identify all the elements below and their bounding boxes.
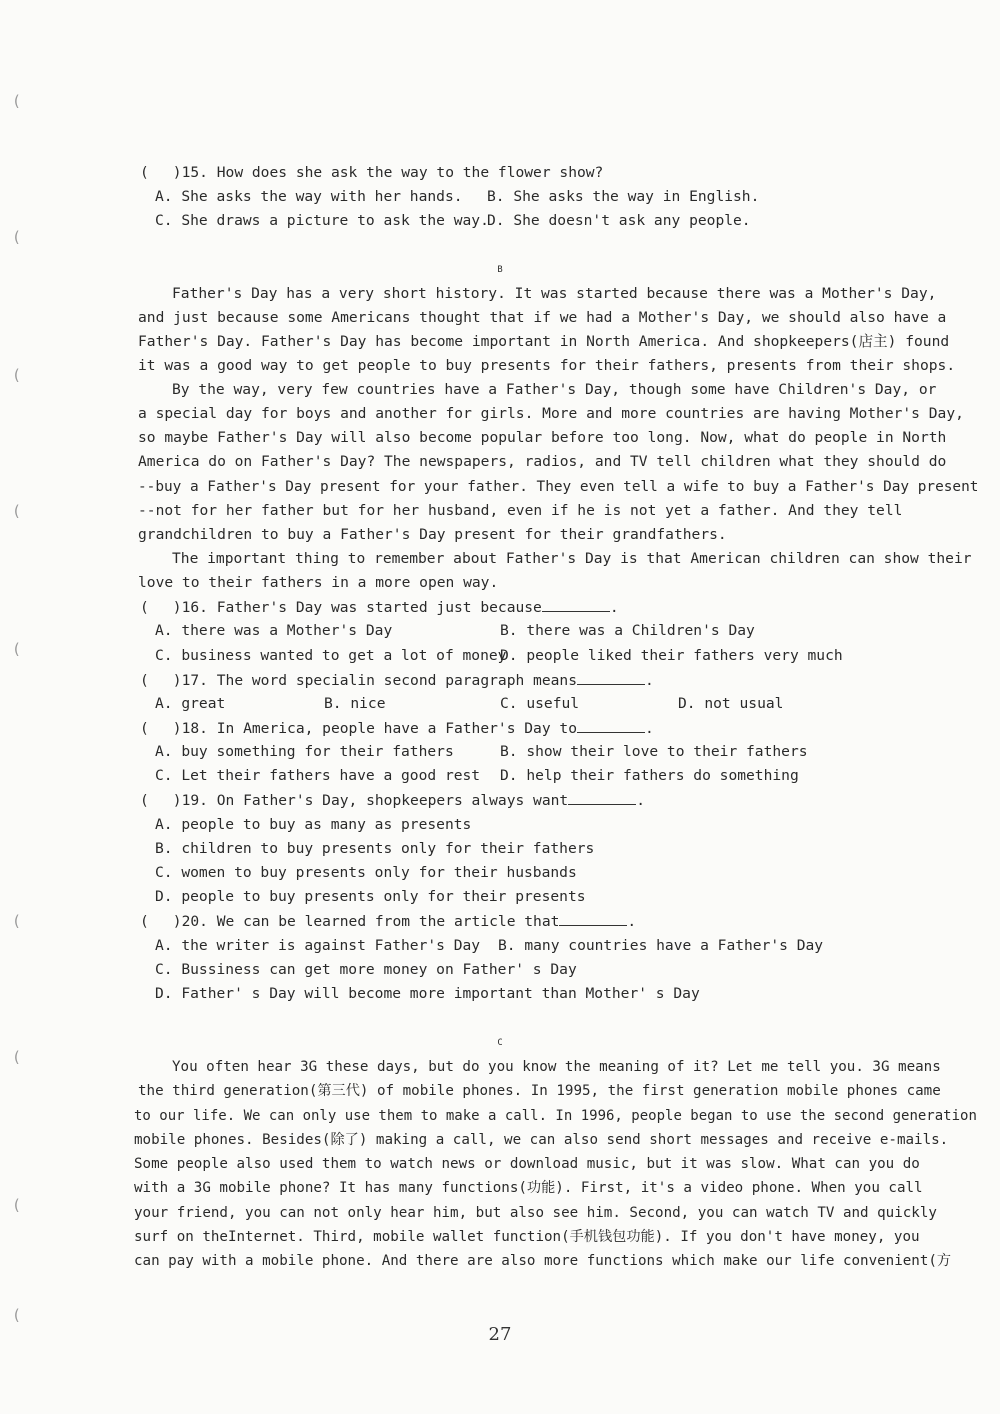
passage-b-line: it was a good way to get people to buy presents for their fathers, presents from their shops.: [138, 357, 956, 374]
question-17: ( )17. The word specialin second paragraph means .: [140, 672, 654, 689]
passage-c-line: can pay with a mobile phone. And there are also more functions which make our life convenient(方: [134, 1253, 952, 1269]
option-20-c: C. Bussiness can get more money on Father' s Day: [155, 961, 577, 978]
binding-mark: (: [12, 228, 22, 246]
passage-c-line: to our life. We can only use them to make a call. In 1996, people began to use the second generation: [134, 1108, 977, 1124]
passage-b-line: By the way, very few countries have a Father's Day, though some have Children's Day, or: [172, 381, 937, 398]
passage-b-line: --buy a Father's Day present for your father. They even tell a wife to buy a Father's Day present: [138, 479, 979, 495]
passage-c-line: Some people also used them to watch news or download music, but it was slow. What can you do: [134, 1156, 920, 1172]
passage-b-line: --not for her father but for her husband, even if he is not yet a father. And they tell: [138, 502, 903, 519]
passage-c-line: surf on theInternet. Third, mobile wallet function(手机钱包功能). If you don't have money, you: [134, 1229, 920, 1245]
answer-blank[interactable]: [542, 597, 610, 612]
passage-c-line: with a 3G mobile phone? It has many functions(功能). First, it's a video phone. When you call: [134, 1180, 923, 1196]
question-19: ( )19. On Father's Day, shopkeepers always want .: [140, 792, 645, 809]
option-15-c: C. She draws a picture to ask the way.: [155, 212, 489, 229]
passage-b-line: and just because some Americans thought that if we had a Mother's Day, we should also have a: [138, 309, 947, 326]
question-18: ( )18. In America, people have a Father's Day to .: [140, 720, 654, 737]
binding-mark: (: [12, 366, 22, 384]
option-20-d: D. Father' s Day will become more important than Mother' s Day: [155, 985, 700, 1002]
answer-paren[interactable]: (: [140, 792, 149, 809]
option-17-c: C. useful: [500, 695, 580, 712]
question-15: ( )15. How does she ask the way to the flower show?: [140, 164, 604, 181]
option-18-a: A. buy something for their fathers: [155, 743, 454, 760]
passage-c-line: the third generation(第三代) of mobile phones. In 1995, the first generation mobile phones came: [138, 1083, 941, 1099]
passage-b-line: grandchildren to buy a Father's Day present for their grandfathers.: [138, 526, 727, 543]
passage-c-line: You often hear 3G these days, but do you know the meaning of it? Let me tell you. 3G means: [172, 1059, 941, 1075]
option-18-b: B. show their love to their fathers: [500, 743, 808, 760]
passage-c-line: your friend, you can not only hear him, but also see him. Second, you can watch TV and quickly: [134, 1205, 937, 1221]
answer-blank[interactable]: [577, 670, 645, 685]
question-20: ( )20. We can be learned from the article that .: [140, 913, 637, 930]
option-18-c: C. Let their fathers have a good rest: [155, 767, 481, 784]
passage-b-line: The important thing to remember about Father's Day is that American children can show their: [172, 550, 972, 567]
option-16-a: A. there was a Mother's Day: [155, 622, 393, 639]
option-19-a: A. people to buy as many as presents: [155, 816, 472, 833]
option-19-d: D. people to buy presents only for their presents: [155, 888, 586, 905]
option-17-a: A. great: [155, 695, 226, 712]
answer-paren[interactable]: (: [140, 913, 149, 930]
option-18-d: D. help their fathers do something: [500, 767, 799, 784]
passage-b-line: so maybe Father's Day will also become popular before too long. Now, what do people in North: [138, 429, 947, 446]
option-20-b: B. many countries have a Father's Day: [498, 937, 824, 954]
option-15-a: A. She asks the way with her hands.: [155, 188, 463, 205]
binding-mark: (: [12, 1306, 22, 1324]
binding-mark: (: [12, 1196, 22, 1214]
passage-b-line: love to their fathers in a more open way.: [138, 574, 499, 591]
binding-mark: (: [12, 92, 22, 110]
section-c-heading: C: [497, 1038, 503, 1048]
passage-b-line: Father's Day has a very short history. It was started because there was a Mother's Day,: [172, 285, 937, 302]
answer-paren[interactable]: (: [140, 672, 149, 689]
question-16: ( )16. Father's Day was started just because .: [140, 599, 619, 616]
section-b-heading: B: [497, 265, 503, 275]
option-15-d: D. She doesn't ask any people.: [487, 212, 751, 229]
option-17-b: B. nice: [324, 695, 386, 712]
option-20-a: A. the writer is against Father's Day: [155, 937, 481, 954]
option-19-b: B. children to buy presents only for their fathers: [155, 840, 595, 857]
option-17-d: D. not usual: [678, 695, 784, 712]
answer-blank[interactable]: [577, 718, 645, 733]
binding-mark: (: [12, 502, 22, 520]
passage-b-line: a special day for boys and another for girls. More and more countries are having Mother's Day,: [138, 405, 964, 422]
answer-paren[interactable]: (: [140, 599, 149, 616]
binding-mark: (: [12, 1048, 22, 1066]
passage-c-line: mobile phones. Besides(除了) making a call, we can also send short messages and receive e-mails.: [134, 1132, 949, 1148]
option-15-b: B. She asks the way in English.: [487, 188, 760, 205]
page-number: 27: [488, 1324, 512, 1345]
binding-mark: (: [12, 912, 22, 930]
binding-mark: (: [12, 640, 22, 658]
passage-b-line: Father's Day. Father's Day has become important in North America. And shopkeepers(店主) found: [138, 333, 950, 350]
option-16-b: B. there was a Children's Day: [500, 622, 755, 639]
answer-blank[interactable]: [559, 911, 627, 926]
passage-b-line: America do on Father's Day? The newspapers, radios, and TV tell children what they should do: [138, 453, 947, 470]
answer-blank[interactable]: [568, 790, 636, 805]
option-19-c: C. women to buy presents only for their husbands: [155, 864, 577, 881]
option-16-d: D. people liked their fathers very much: [500, 647, 843, 664]
option-16-c: C. business wanted to get a lot of money: [155, 647, 507, 664]
answer-paren[interactable]: (: [140, 164, 149, 181]
answer-paren[interactable]: (: [140, 720, 149, 737]
